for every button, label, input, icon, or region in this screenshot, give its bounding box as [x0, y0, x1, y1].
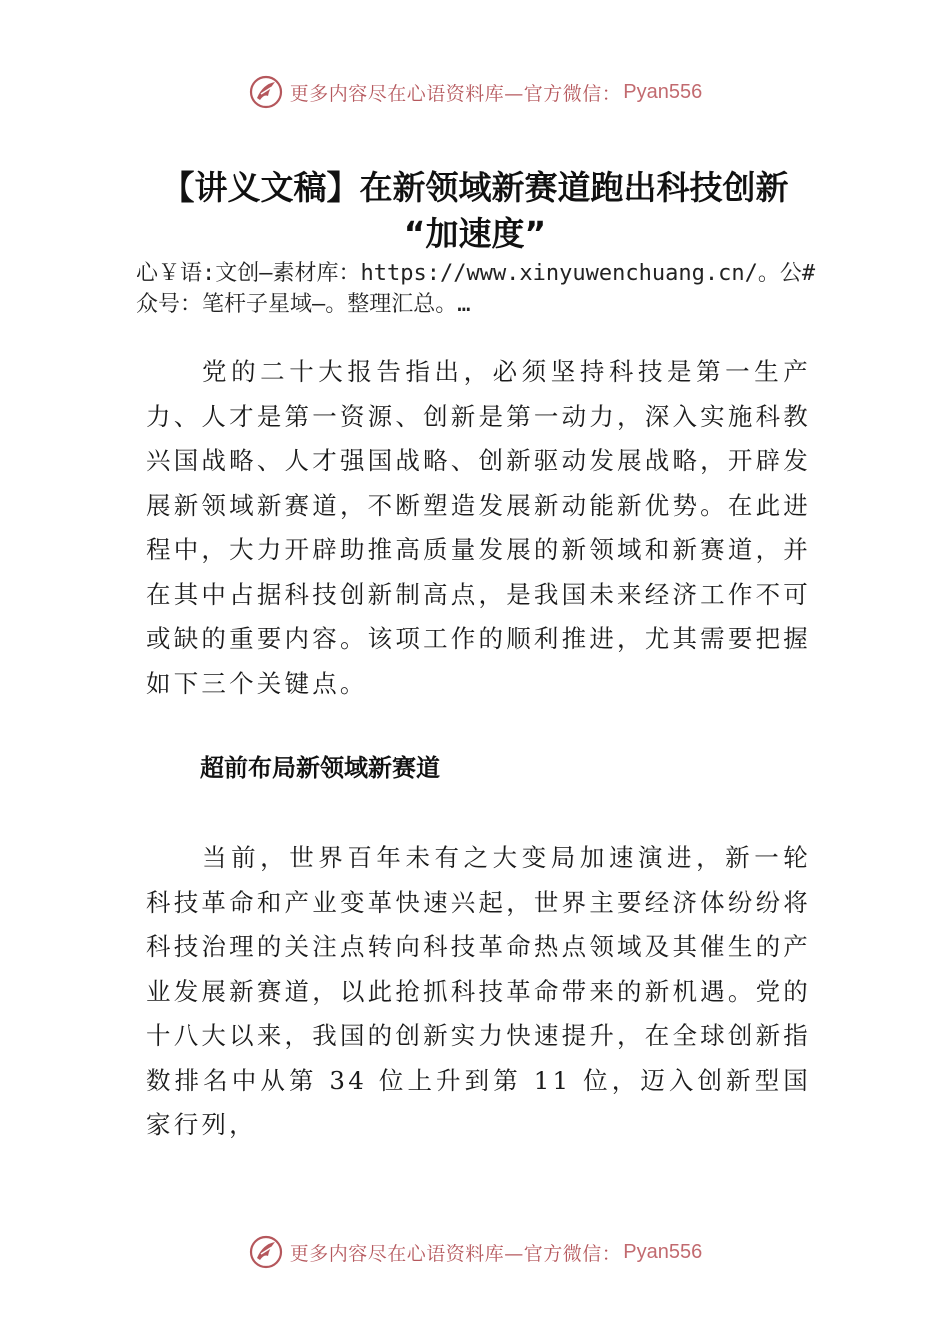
body-paragraph-2: 当前，世界百年未有之大变局加速演进，新一轮科技革命和产业变革快速兴起，世界主要经济体纷纷将科技治理的关注点转向科技革命热点领域及其催生的产业发展新赛道，以此抢抓科技革命带来的新机遇。党的十八大以来，我国的创新实力快速提升，在全球创新指数排名中从第 34 位上升到第 11 位，迈入创新型国家行列， — [146, 843, 811, 1139]
watermark-wechat-id: Pyan556 — [623, 1240, 703, 1263]
section-heading: 超前布局新领域新赛道 — [200, 754, 440, 782]
watermark-text: 更多内容尽在心语资料库—官方微信： — [289, 82, 622, 105]
document-title — [0, 165, 950, 257]
body-paragraph-1: 党的二十大报告指出，必须坚持科技是第一生产力、人才是第一资源、创新是第一动力，深入实施科教兴国战略、人才强国战略、创新驱动发展战略，开辟发展新领域新赛道，不断塑造发展新动能新优势。在此进程中，大力开辟助推高质量发展的新领域和新赛道，并在其中占据科技创新制高点，是我国未来经济工作不可或缺的重要内容。该项工作的顺利推进，尤其需要把握如下三个关键点。 — [146, 357, 811, 698]
brand-logo-icon — [248, 1234, 284, 1270]
brand-logo-icon — [248, 74, 284, 110]
watermark-text: 更多内容尽在心语资料库—官方微信： — [289, 1242, 622, 1265]
header-watermark — [0, 72, 950, 112]
source-note: 心￥语:文创—素材库：https://www.xinyuwenchuang.cn/。公#众号：笔杆子星域—。整理汇总。… — [136, 261, 816, 317]
footer-watermark — [0, 1232, 950, 1272]
watermark-wechat-id: Pyan556 — [623, 80, 703, 103]
title-line-2: “加速度” — [403, 214, 547, 253]
title-line-1: 【讲义文稿】在新领域新赛道跑出科技创新 — [161, 168, 789, 207]
